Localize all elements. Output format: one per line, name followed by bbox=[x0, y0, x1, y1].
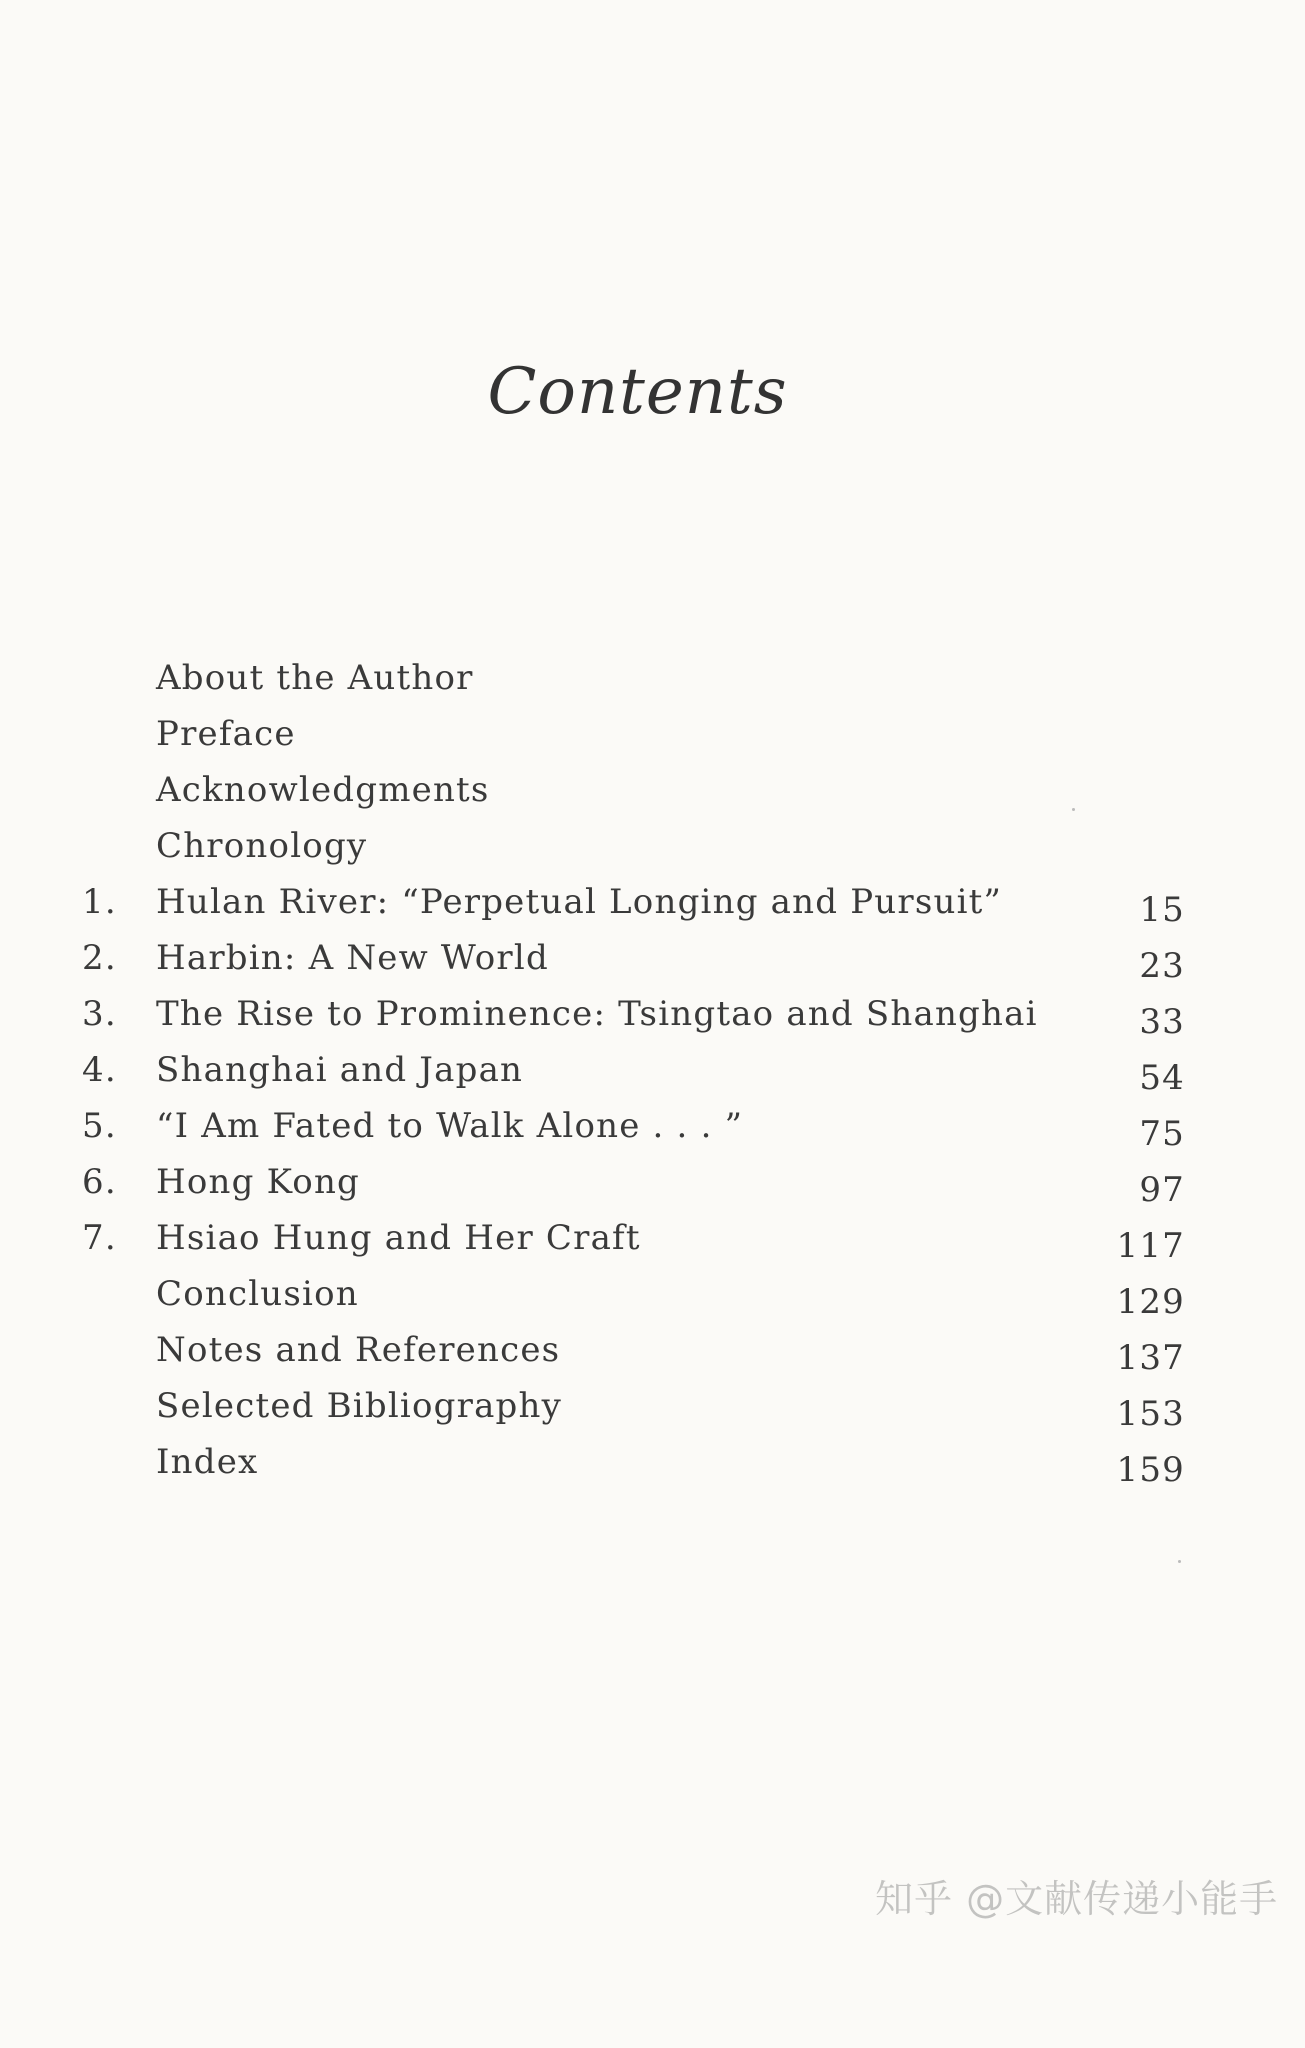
toc-entry bbox=[0, 1210, 1305, 1266]
toc-entry bbox=[0, 874, 1305, 930]
toc-entry bbox=[0, 1154, 1305, 1210]
toc-entry bbox=[0, 1378, 1305, 1434]
toc-entry-page: 23 bbox=[1139, 946, 1185, 986]
toc-entry bbox=[0, 986, 1305, 1042]
toc-entry-label: Acknowledgments bbox=[156, 770, 490, 810]
toc-entry-number: 5. bbox=[82, 1106, 117, 1146]
toc-entry-page: 137 bbox=[1116, 1338, 1185, 1378]
toc-entry bbox=[0, 706, 1305, 762]
toc-entry-label: Notes and References bbox=[156, 1330, 561, 1370]
toc-entry-page: 153 bbox=[1116, 1394, 1185, 1434]
toc-entry-label: Index bbox=[156, 1442, 259, 1482]
toc-entry bbox=[0, 762, 1305, 818]
toc-entry-label: Hsiao Hung and Her Craft bbox=[156, 1218, 641, 1258]
toc-entry-number: 7. bbox=[82, 1218, 117, 1258]
page-title: Contents bbox=[487, 355, 788, 429]
toc-entry-label: Harbin: A New World bbox=[156, 938, 549, 978]
toc-entry-number: 2. bbox=[82, 938, 117, 978]
toc-entry bbox=[0, 1098, 1305, 1154]
toc-entry-page: 54 bbox=[1139, 1058, 1185, 1098]
toc-entry bbox=[0, 1434, 1305, 1490]
toc-entry-label: The Rise to Prominence: Tsingtao and Shanghai bbox=[156, 994, 1038, 1034]
scan-speck bbox=[1072, 808, 1075, 811]
toc-entry-number: 4. bbox=[82, 1050, 117, 1090]
toc-entry-number: 3. bbox=[82, 994, 117, 1034]
toc-entry-page: 33 bbox=[1139, 1002, 1185, 1042]
toc-entry-label: Selected Bibliography bbox=[156, 1386, 563, 1426]
toc-entry-label: Conclusion bbox=[156, 1274, 359, 1314]
toc-entry bbox=[0, 930, 1305, 986]
toc-entry-label: “I Am Fated to Walk Alone . . . ” bbox=[156, 1106, 744, 1146]
toc-entry-label: About the Author bbox=[156, 658, 474, 698]
toc-entry-page: 117 bbox=[1116, 1226, 1185, 1266]
watermark: 知乎 @文献传递小能手 bbox=[875, 1877, 1279, 1921]
toc-entry-page: 159 bbox=[1116, 1450, 1185, 1490]
toc-entry-label: Shanghai and Japan bbox=[156, 1050, 524, 1090]
toc-entry-page: 75 bbox=[1139, 1114, 1185, 1154]
toc-entry bbox=[0, 1042, 1305, 1098]
toc-entry-number: 1. bbox=[82, 882, 117, 922]
toc-entry-page: 15 bbox=[1139, 890, 1185, 930]
toc-entry-label: Preface bbox=[156, 714, 296, 754]
toc-entry bbox=[0, 1322, 1305, 1378]
toc-entry-label: Hulan River: “Perpetual Longing and Pursuit” bbox=[156, 882, 1003, 922]
toc-entry bbox=[0, 650, 1305, 706]
toc-entry-label: Chronology bbox=[156, 826, 368, 866]
toc-entry bbox=[0, 818, 1305, 874]
toc-entry-page: 129 bbox=[1116, 1282, 1185, 1322]
toc-entry bbox=[0, 1266, 1305, 1322]
toc-entry-number: 6. bbox=[82, 1162, 117, 1202]
toc-entry-page: 97 bbox=[1139, 1170, 1185, 1210]
toc-entry-label: Hong Kong bbox=[156, 1162, 361, 1202]
scan-speck bbox=[1178, 1560, 1181, 1563]
